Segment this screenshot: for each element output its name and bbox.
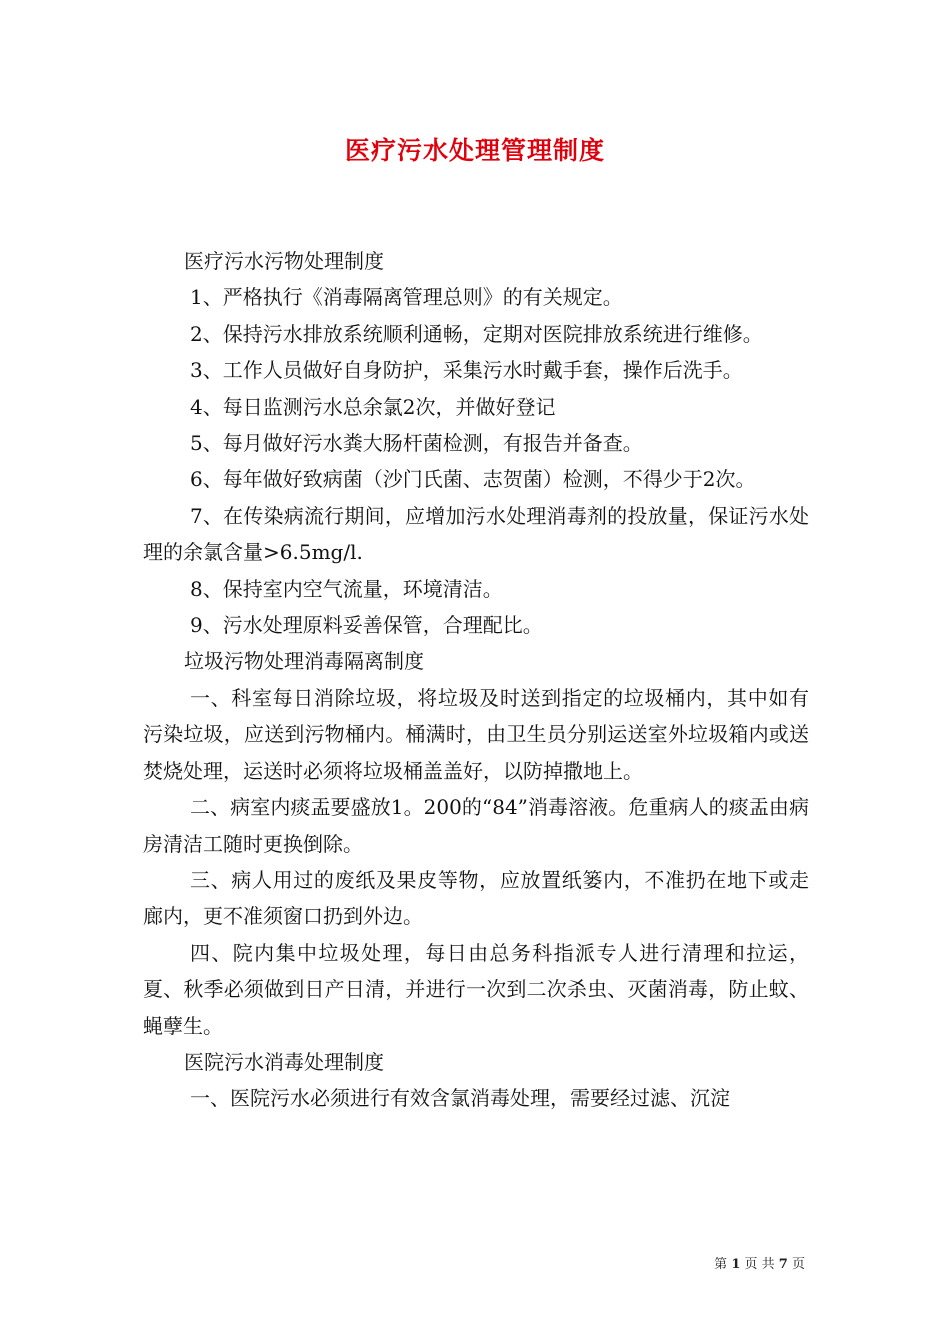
page-footer (714, 1253, 805, 1272)
paragraph: 二、病室内痰盂要盛放1。200的“84”消毒溶液。危重病人的痰盂由病房清洁工随时更换倒除。 (143, 795, 809, 856)
paragraph: 1、严格执行《消毒隔离管理总则》的有关规定。 (190, 285, 623, 310)
document-title: 医疗污水处理管理制度 (344, 136, 605, 165)
paragraph: 3、工作人员做好自身防护，采集污水时戴手套，操作后洗手。 (190, 358, 743, 383)
paragraph: 三、病人用过的废纸及果皮等物，应放置纸篓内，不准扔在地下或走廊内，更不准须窗口扔到外边。 (143, 867, 809, 929)
section-heading: 医疗污水污物处理制度 (184, 249, 384, 273)
paragraph: 7、在传染病流行期间，应增加污水处理消毒剂的投放量，保证污水处理的余氯含量>6.5mg/l. (143, 503, 809, 565)
paragraph: 9、污水处理原料妥善保管，合理配比。 (190, 613, 543, 638)
paragraph: 四、院内集中垃圾处理，每日由总务科指派专人进行清理和拉运，夏、秋季必须做到日产日清，并进行一次到二次杀虫、灭菌消毒，防止蚊、蝇孽生。 (143, 940, 809, 1038)
footer-suffix: 页 (791, 1257, 805, 1272)
paragraph: 一、医院污水必须进行有效含氯消毒处理，需要经过滤、沉淀 (190, 1086, 730, 1111)
document-body (143, 243, 809, 1117)
paragraph: 2、保持污水排放系统顺利通畅，定期对医院排放系统进行维修。 (190, 321, 763, 346)
footer-total-pages: 7 (778, 1257, 788, 1272)
paragraph: 8、保持室内空气流量，环境清洁。 (190, 576, 503, 601)
paragraph: 5、每月做好污水粪大肠杆菌检测，有报告并备查。 (190, 431, 643, 456)
footer-page-number: 1 (731, 1257, 741, 1272)
footer-prefix: 第 (714, 1257, 728, 1272)
paragraph: 6、每年做好致病菌（沙门氏菌、志贺菌）检测，不得少于2次。 (190, 467, 756, 492)
paragraph: 一、科室每日消除垃圾，将垃圾及时送到指定的垃圾桶内，其中如有污染垃圾，应送到污物桶内。桶满时，由卫生员分别运送室外垃圾箱内或送焚烧处理，运送时必须将垃圾桶盖盖好，以防掉撒地上。 (143, 685, 809, 783)
paragraph: 4、每日监测污水总余氯2次，并做好登记 (190, 394, 556, 419)
section-heading: 医院污水消毒处理制度 (184, 1049, 384, 1074)
footer-middle: 页 共 (744, 1257, 775, 1272)
section-heading: 垃圾污物处理消毒隔离制度 (184, 649, 424, 674)
